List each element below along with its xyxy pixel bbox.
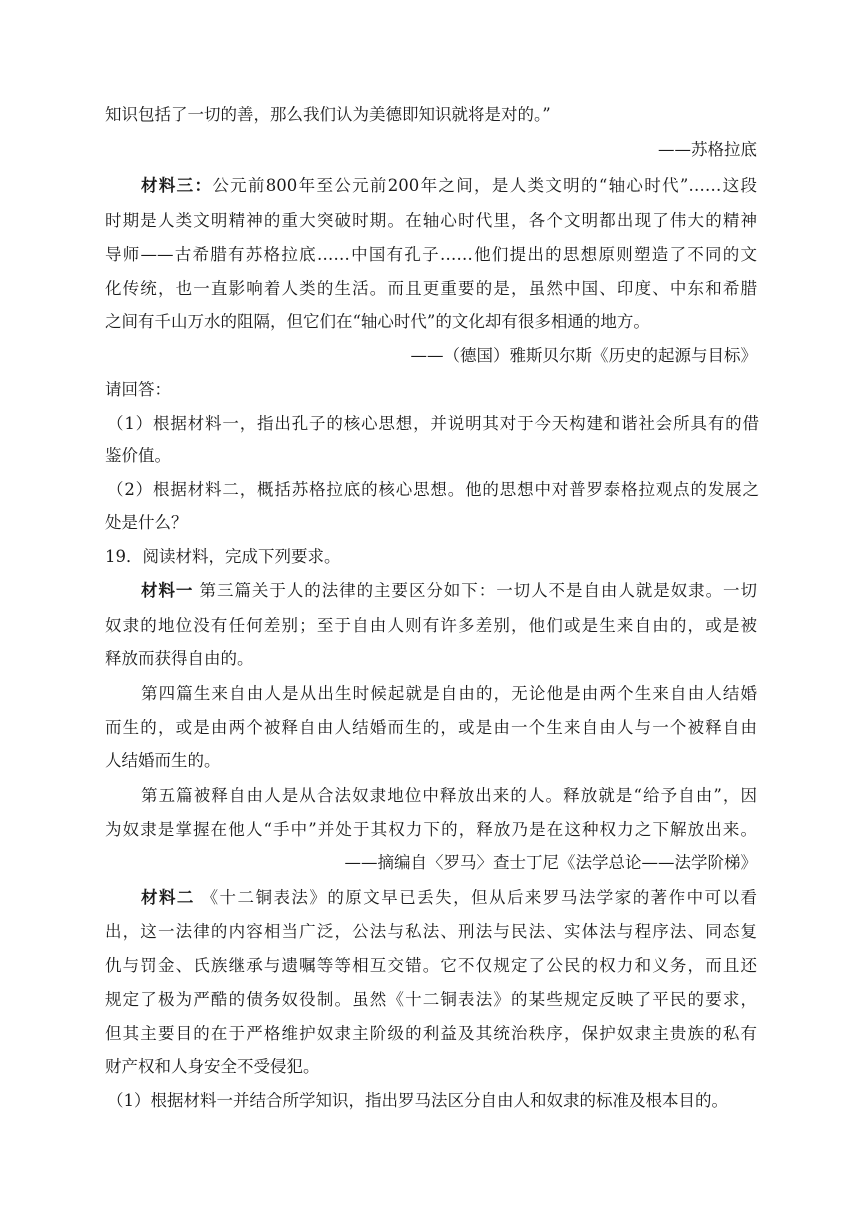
question-line: 处是什么？ [105, 513, 188, 532]
attribution: ——（德国）雅斯贝尔斯《历史的起源与目标》 [410, 346, 757, 365]
text-line: 出，这一法律的内容相当广泛，公法与私法、刑法与民法、实体法与程序法、同态复 [105, 922, 757, 941]
attribution: ——摘编自〈罗马〉查士丁尼《法学总论——法学阶梯》 [344, 853, 757, 872]
paragraph-line [141, 176, 757, 196]
attribution: ——苏格拉底 [658, 140, 757, 159]
text-line: 之间有千山万水的阻隔，但它们在“轴心时代”的文化却有很多相通的地方。 [105, 312, 650, 331]
paragraph-line [141, 888, 757, 908]
text-line: 为奴隶是掌握在他人“手中”并处于其权力下的，释放乃是在这种权力之下解放出来。 [105, 820, 757, 839]
text-line: 而生的，或是由两个被释自由人结婚而生的，或是由一个生来自由人与一个被释自由 [105, 718, 757, 737]
text-line: 规定了极为严酷的债务奴役制。虽然《十二铜表法》的某些规定反映了平民的要求， [105, 990, 757, 1009]
text-span: 第三篇关于人的法律的主要区分如下：一切人不是自由人就是奴隶。一切 [193, 581, 758, 600]
text-line: 释放而获得自由的。 [105, 649, 254, 668]
paragraph-line [141, 581, 757, 601]
text-line: 知识包括了一切的善，那么我们认为美德即知识就将是对的。” [105, 105, 551, 124]
text-line: 人结婚而生的。 [105, 751, 221, 770]
text-span: 公元前800年至公元前200年之间，是人类文明的“轴心时代”……这段 [212, 176, 758, 195]
text-line: 财产权和人身安全不受侵犯。 [105, 1057, 320, 1076]
prompt-line: 请回答： [105, 380, 171, 399]
text-line: 奴隶的地位没有任何差别；至于自由人则有许多差别，他们或是生来自由的，或是被 [105, 616, 757, 635]
question-line: （2）根据材料二，概括苏格拉底的核心思想。他的思想中对普罗泰格拉观点的发展之 [107, 480, 759, 499]
text-line: 但其主要目的在于严格维护奴隶主阶级的利益及其统治秩序，保护奴隶主贵族的私有 [105, 1024, 757, 1043]
paragraph-line: 第五篇被释自由人是从合法奴隶地位中释放出来的人。释放就是“给予自由”，因 [141, 786, 757, 805]
question-line: （1）根据材料一，指出孔子的核心思想，并说明其对于今天构建和谐社会所具有的借 [107, 414, 759, 433]
material-label: 材料二 [141, 888, 195, 907]
text-line: 化传统，也一直影响着人类的生活。而且更重要的是，虽然中国、印度、中东和希腊 [105, 279, 757, 298]
text-line: 导师——古希腊有苏格拉底……中国有孔子……他们提出的思想原则塑造了不同的文 [105, 245, 757, 264]
question-line: 鉴价值。 [105, 446, 171, 465]
paragraph-line: 第四篇生来自由人是从出生时候起就是自由的，无论他是由两个生来自由人结婚 [141, 684, 757, 703]
material-label: 材料三： [141, 176, 213, 195]
text-line: 仇与罚金、氏族继承与遗嘱等等相互交错。它不仅规定了公民的权力和义务，而且还 [105, 956, 757, 975]
question-heading: 19．阅读材料，完成下列要求。 [105, 547, 341, 566]
material-label: 材料一 [141, 581, 194, 600]
text-line: 时期是人类文明精神的重大突破时期。在轴心时代里，各个文明都出现了伟大的精神 [105, 211, 757, 230]
text-span: 《十二铜表法》的原文早已丢失，但从后来罗马法学家的著作中可以看 [194, 888, 757, 907]
question-line: （1）根据材料一并结合所学知识，指出罗马法区分自由人和奴隶的标准及根本目的。 [107, 1091, 728, 1110]
